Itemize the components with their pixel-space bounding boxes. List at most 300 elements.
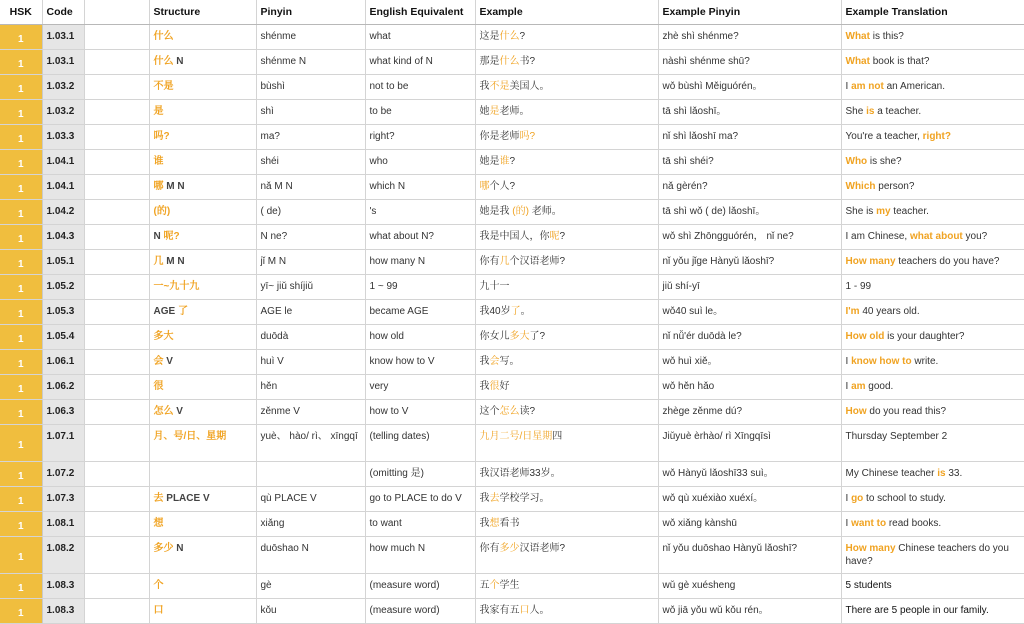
english-cell: how much N (365, 537, 475, 574)
example-highlight: 什么 (499, 31, 520, 42)
example-cell (475, 599, 658, 624)
english-cell: 's (365, 200, 475, 225)
table-row[interactable] (0, 487, 1024, 512)
header-code[interactable]: Code (42, 0, 84, 25)
pinyin-cell (256, 462, 365, 487)
structure-cell (149, 400, 256, 425)
example-text: 学生 (499, 580, 520, 591)
hsk-level-cell: 1 (0, 400, 42, 425)
example-text: 你女儿 (479, 331, 510, 342)
translation-highlight: my (876, 206, 891, 217)
structure-cell (149, 487, 256, 512)
example-text: 她 (479, 106, 490, 117)
example-pinyin-cell: wǒ Hànyǔ lǎoshī33 suì。 (658, 462, 841, 487)
table-row[interactable] (0, 100, 1024, 125)
example-pinyin-cell: wǒ huì xiě。 (658, 350, 841, 375)
spacer-cell (84, 150, 149, 175)
structure-highlight: 多少 (153, 543, 174, 554)
table-row[interactable] (0, 175, 1024, 200)
pinyin-cell: gè (256, 574, 365, 599)
english-cell: (telling dates) (365, 425, 475, 462)
table-row[interactable] (0, 462, 1024, 487)
example-text: 这个 (479, 406, 500, 417)
translation-text: an American. (883, 81, 945, 92)
hsk-level-cell: 1 (0, 537, 42, 574)
pinyin-cell: zěnme V (256, 400, 365, 425)
example-highlight: (的) (512, 206, 529, 217)
grammar-code-cell: 1.03.2 (42, 75, 84, 100)
example-translation-cell (841, 300, 1024, 325)
example-translation-cell (841, 350, 1024, 375)
translation-text: I am Chinese, (845, 231, 910, 242)
example-cell (475, 200, 658, 225)
example-cell (475, 275, 658, 300)
hsk-level-cell: 1 (0, 225, 42, 250)
example-text: 写。 (499, 356, 520, 367)
example-translation-cell (841, 100, 1024, 125)
pinyin-cell: shì (256, 100, 365, 125)
example-translation-cell (841, 400, 1024, 425)
grammar-code-cell: 1.07.2 (42, 462, 84, 487)
example-pinyin-cell: wǒ40 suì le。 (658, 300, 841, 325)
header-example[interactable]: Example (475, 0, 658, 25)
example-cell (475, 100, 658, 125)
spacer-cell (84, 400, 149, 425)
hsk-level-cell: 1 (0, 599, 42, 624)
grammar-code-cell: 1.08.1 (42, 512, 84, 537)
pinyin-cell: hěn (256, 375, 365, 400)
structure-cell (149, 25, 256, 50)
english-cell: go to PLACE to do V (365, 487, 475, 512)
structure-cell (149, 512, 256, 537)
hsk-level-cell: 1 (0, 487, 42, 512)
translation-highlight: am (851, 381, 866, 392)
example-pinyin-cell: wǒ bùshì Měiguórén。 (658, 75, 841, 100)
example-text: 个汉语老师? (509, 256, 566, 267)
example-translation-cell (841, 50, 1024, 75)
example-cell (475, 150, 658, 175)
translation-text: You're a teacher, (845, 131, 923, 142)
table-row[interactable] (0, 537, 1024, 574)
example-highlight: 什么 (499, 56, 520, 67)
table-row[interactable] (0, 325, 1024, 350)
structure-plain: M N (163, 181, 185, 192)
example-cell (475, 537, 658, 574)
structure-plain: N (153, 231, 164, 242)
structure-plain: V (163, 356, 173, 367)
translation-highlight: What (845, 56, 870, 67)
example-text: 个人? (489, 181, 516, 192)
table-row[interactable] (0, 350, 1024, 375)
example-translation-cell (841, 487, 1024, 512)
example-pinyin-cell: zhè shì shénme? (658, 25, 841, 50)
example-pinyin-cell: Jiǔyuè èrhào/ rì Xīngqīsì (658, 425, 841, 462)
english-cell: what kind of N (365, 50, 475, 75)
structure-cell (149, 599, 256, 624)
example-translation-cell (841, 512, 1024, 537)
english-cell: (measure word) (365, 599, 475, 624)
english-cell: to want (365, 512, 475, 537)
example-cell (475, 425, 658, 462)
example-translation-cell (841, 125, 1024, 150)
example-highlight: 呢 (549, 231, 560, 242)
translation-text: teacher. (890, 206, 929, 217)
table-row[interactable] (0, 150, 1024, 175)
grammar-code-cell: 1.04.1 (42, 175, 84, 200)
example-text: 我是中国人，你 (479, 231, 550, 242)
example-cell (475, 487, 658, 512)
structure-highlight: 什么 (153, 56, 174, 67)
header-hsk[interactable]: HSK (0, 0, 42, 25)
translation-text: you? (962, 231, 988, 242)
translation-text: 5 students (845, 580, 892, 591)
structure-cell (149, 300, 256, 325)
table-row[interactable] (0, 50, 1024, 75)
english-cell: right? (365, 125, 475, 150)
english-cell: 1 ~ 99 (365, 275, 475, 300)
hsk-level-cell: 1 (0, 300, 42, 325)
header-example-translation[interactable]: Example Translation (841, 0, 1024, 25)
table-row[interactable] (0, 574, 1024, 599)
table-row[interactable] (0, 75, 1024, 100)
translation-highlight: is (866, 106, 875, 117)
table-row[interactable] (0, 599, 1024, 624)
example-translation-cell (841, 225, 1024, 250)
hsk-level-cell: 1 (0, 425, 42, 462)
table-row[interactable] (0, 275, 1024, 300)
grammar-code-cell: 1.06.1 (42, 350, 84, 375)
grammar-code-cell: 1.03.3 (42, 125, 84, 150)
hsk-level-cell: 1 (0, 325, 42, 350)
translation-highlight: How (845, 406, 867, 417)
example-translation-cell (841, 462, 1024, 487)
structure-cell (149, 175, 256, 200)
hsk-level-cell: 1 (0, 375, 42, 400)
structure-highlight: 想 (153, 518, 164, 529)
pinyin-cell: huì V (256, 350, 365, 375)
translation-text: My Chinese teacher (845, 468, 938, 479)
grammar-code-cell: 1.07.1 (42, 425, 84, 462)
pinyin-cell: duōdà (256, 325, 365, 350)
structure-highlight: 是 (153, 106, 164, 117)
example-text: 。 (520, 306, 531, 317)
grammar-code-cell: 1.06.2 (42, 375, 84, 400)
translation-text: She is (845, 206, 877, 217)
header-structure[interactable]: Structure (149, 0, 256, 25)
spacer-cell (84, 325, 149, 350)
hsk-level-cell: 1 (0, 125, 42, 150)
example-translation-cell (841, 325, 1024, 350)
structure-plain: N (173, 56, 184, 67)
structure-highlight: 吗? (153, 131, 170, 142)
translation-text: I (845, 81, 852, 92)
example-translation-cell (841, 75, 1024, 100)
example-translation-cell (841, 275, 1024, 300)
spacer-cell (84, 50, 149, 75)
translation-text: Thursday September 2 (845, 431, 948, 442)
hsk-level-cell: 1 (0, 350, 42, 375)
example-highlight: 不是 (489, 81, 510, 92)
structure-plain: V (173, 406, 183, 417)
pinyin-cell: kǒu (256, 599, 365, 624)
structure-highlight: (的) (153, 206, 171, 217)
english-cell: very (365, 375, 475, 400)
structure-highlight: 去 (153, 493, 164, 504)
structure-cell (149, 200, 256, 225)
structure-cell (149, 125, 256, 150)
translation-text: I (845, 493, 852, 504)
translation-text: She (845, 106, 867, 117)
spacer-cell (84, 25, 149, 50)
spacer-cell (84, 100, 149, 125)
structure-highlight: 哪 (153, 181, 164, 192)
example-text: 九十一 (479, 281, 510, 292)
table-row[interactable] (0, 125, 1024, 150)
translation-text: is this? (869, 31, 904, 42)
table-row[interactable] (0, 425, 1024, 462)
spacer-cell (84, 425, 149, 462)
example-text: 我40岁 (479, 306, 511, 317)
grammar-code-cell: 1.05.3 (42, 300, 84, 325)
translation-highlight: How many (845, 256, 896, 267)
pinyin-cell: jǐ M N (256, 250, 365, 275)
grammar-code-cell: 1.03.1 (42, 50, 84, 75)
example-pinyin-cell: tā shì wǒ ( de) lǎoshī。 (658, 200, 841, 225)
example-cell (475, 350, 658, 375)
example-highlight: 很 (489, 381, 500, 392)
structure-cell (149, 350, 256, 375)
english-cell: became AGE (365, 300, 475, 325)
spacer-cell (84, 225, 149, 250)
structure-highlight: 口 (153, 605, 164, 616)
example-text: 五 (479, 580, 490, 591)
example-cell (475, 462, 658, 487)
header-english[interactable]: English Equivalent (365, 0, 475, 25)
example-pinyin-cell: tā shì lǎoshī。 (658, 100, 841, 125)
example-text: 汉语老师? (519, 543, 566, 554)
pinyin-cell: duōshao N (256, 537, 365, 574)
structure-highlight: 会 (153, 356, 164, 367)
table-row[interactable] (0, 400, 1024, 425)
example-text: 这是 (479, 31, 500, 42)
example-text: 那是 (479, 56, 500, 67)
example-translation-cell (841, 574, 1024, 599)
spacer-cell (84, 125, 149, 150)
spacer-cell (84, 599, 149, 624)
english-cell: how many N (365, 250, 475, 275)
spacer-cell (84, 350, 149, 375)
structure-highlight: 很 (153, 381, 164, 392)
spacer-cell (84, 300, 149, 325)
hsk-level-cell: 1 (0, 200, 42, 225)
spacer-cell (84, 375, 149, 400)
grammar-code-cell: 1.06.3 (42, 400, 84, 425)
spacer-cell (84, 200, 149, 225)
table-row[interactable] (0, 200, 1024, 225)
example-pinyin-cell: nǐ yǒu jǐge Hànyǔ lǎoshī? (658, 250, 841, 275)
translation-text: There are 5 people in our family. (845, 605, 989, 616)
example-translation-cell (841, 425, 1024, 462)
example-cell (475, 175, 658, 200)
structure-cell (149, 250, 256, 275)
translation-highlight: I'm (845, 306, 860, 317)
english-cell: what (365, 25, 475, 50)
hsk-level-cell: 1 (0, 250, 42, 275)
example-highlight: 九月二号/日星期 (479, 431, 553, 442)
example-highlight: 口 (519, 605, 530, 616)
translation-text: is she? (867, 156, 902, 167)
example-pinyin-cell: nǎ gèrén? (658, 175, 841, 200)
translation-text: I (845, 356, 852, 367)
pinyin-cell: shénme N (256, 50, 365, 75)
hsk-level-cell: 1 (0, 75, 42, 100)
pinyin-cell: ma? (256, 125, 365, 150)
pinyin-cell: bùshì (256, 75, 365, 100)
grammar-code-cell: 1.04.3 (42, 225, 84, 250)
english-cell: (omitting 是) (365, 462, 475, 487)
pinyin-cell: qù PLACE V (256, 487, 365, 512)
spacer-cell (84, 250, 149, 275)
example-text: 她是我 (479, 206, 513, 217)
spacer-cell (84, 512, 149, 537)
table-row[interactable] (0, 375, 1024, 400)
grammar-code-cell: 1.04.1 (42, 150, 84, 175)
translation-text: write. (911, 356, 939, 367)
translation-highlight: Who (845, 156, 868, 167)
header-example-pinyin[interactable]: Example Pinyin (658, 0, 841, 25)
example-text: 我 (479, 356, 490, 367)
example-text: 书? (519, 56, 536, 67)
example-text: 我 (479, 518, 490, 529)
structure-cell (149, 275, 256, 300)
table-body (0, 25, 1024, 624)
example-pinyin-cell: nǐ shì lǎoshī ma? (658, 125, 841, 150)
table-row[interactable] (0, 25, 1024, 50)
table-row[interactable] (0, 300, 1024, 325)
example-text: 好 (499, 381, 510, 392)
hsk-level-cell: 1 (0, 512, 42, 537)
english-cell: who (365, 150, 475, 175)
translation-highlight: go (851, 493, 864, 504)
english-cell: which N (365, 175, 475, 200)
example-text: 我 (479, 381, 490, 392)
structure-plain: M N (163, 256, 185, 267)
example-text: ? (559, 231, 566, 242)
translation-text: read books. (886, 518, 942, 529)
hsk-level-cell: 1 (0, 275, 42, 300)
translation-text: person? (875, 181, 915, 192)
example-cell (475, 125, 658, 150)
structure-cell (149, 150, 256, 175)
example-pinyin-cell: nǐ yǒu duōshao Hànyǔ lǎoshī? (658, 537, 841, 574)
structure-cell (149, 325, 256, 350)
structure-highlight: 怎么 (153, 406, 174, 417)
example-cell (475, 325, 658, 350)
pinyin-cell: N ne? (256, 225, 365, 250)
structure-cell (149, 50, 256, 75)
example-cell (475, 400, 658, 425)
english-cell: how to V (365, 400, 475, 425)
pinyin-cell: shéi (256, 150, 365, 175)
translation-highlight: want to (851, 518, 887, 529)
pinyin-cell: AGE le (256, 300, 365, 325)
example-pinyin-cell: jiǔ shí-yī (658, 275, 841, 300)
example-text: 你是老师 (479, 131, 520, 142)
translation-text: I (845, 518, 852, 529)
example-text: 人。 (529, 605, 550, 616)
header-spacer (84, 0, 149, 25)
example-text: 看书 (499, 518, 520, 529)
example-highlight: 谁 (499, 156, 510, 167)
example-text: 我家有五 (479, 605, 520, 616)
example-cell (475, 574, 658, 599)
english-cell: to be (365, 100, 475, 125)
example-pinyin-cell: wǔ gè xuésheng (658, 574, 841, 599)
spacer-cell (84, 75, 149, 100)
pinyin-cell: yī~ jiǔ shíjiǔ (256, 275, 365, 300)
hsk-level-cell: 1 (0, 50, 42, 75)
structure-cell (149, 462, 256, 487)
example-text: 你有 (479, 256, 500, 267)
structure-plain: PLACE V (163, 493, 210, 504)
example-cell (475, 75, 658, 100)
grammar-code-cell: 1.07.3 (42, 487, 84, 512)
structure-cell (149, 574, 256, 599)
example-text: 老师。 (528, 206, 562, 217)
example-highlight: 个 (489, 580, 500, 591)
spacer-cell (84, 487, 149, 512)
hsk-level-cell: 1 (0, 150, 42, 175)
translation-text: good. (865, 381, 894, 392)
spacer-cell (84, 275, 149, 300)
table-row[interactable] (0, 225, 1024, 250)
translation-highlight: How many (845, 543, 896, 554)
example-cell (475, 512, 658, 537)
example-cell (475, 300, 658, 325)
grammar-code-cell: 1.04.2 (42, 200, 84, 225)
example-highlight: 会 (489, 356, 500, 367)
english-cell: (measure word) (365, 574, 475, 599)
example-highlight: 怎么 (499, 406, 520, 417)
structure-highlight: 什么 (153, 31, 174, 42)
structure-highlight: 几 (153, 256, 164, 267)
example-translation-cell (841, 537, 1024, 574)
example-pinyin-cell: wǒ jiā yǒu wǔ kǒu rén。 (658, 599, 841, 624)
example-text: 她是 (479, 156, 500, 167)
pinyin-cell: nǎ M N (256, 175, 365, 200)
example-text: ? (509, 156, 516, 167)
example-translation-cell (841, 599, 1024, 624)
english-cell: know how to V (365, 350, 475, 375)
example-cell (475, 25, 658, 50)
english-cell: how old (365, 325, 475, 350)
table-row[interactable] (0, 250, 1024, 275)
grammar-code-cell: 1.05.4 (42, 325, 84, 350)
example-translation-cell (841, 200, 1024, 225)
example-text: 我 (479, 81, 490, 92)
structure-cell (149, 225, 256, 250)
structure-cell (149, 75, 256, 100)
structure-highlight: 多大 (153, 331, 174, 342)
table-row[interactable] (0, 512, 1024, 537)
example-translation-cell (841, 175, 1024, 200)
header-pinyin[interactable]: Pinyin (256, 0, 365, 25)
example-highlight: 了 (510, 306, 521, 317)
example-text: 美国人。 (509, 81, 550, 92)
translation-highlight: What (845, 31, 870, 42)
translation-highlight: right? (922, 131, 951, 142)
example-translation-cell (841, 375, 1024, 400)
